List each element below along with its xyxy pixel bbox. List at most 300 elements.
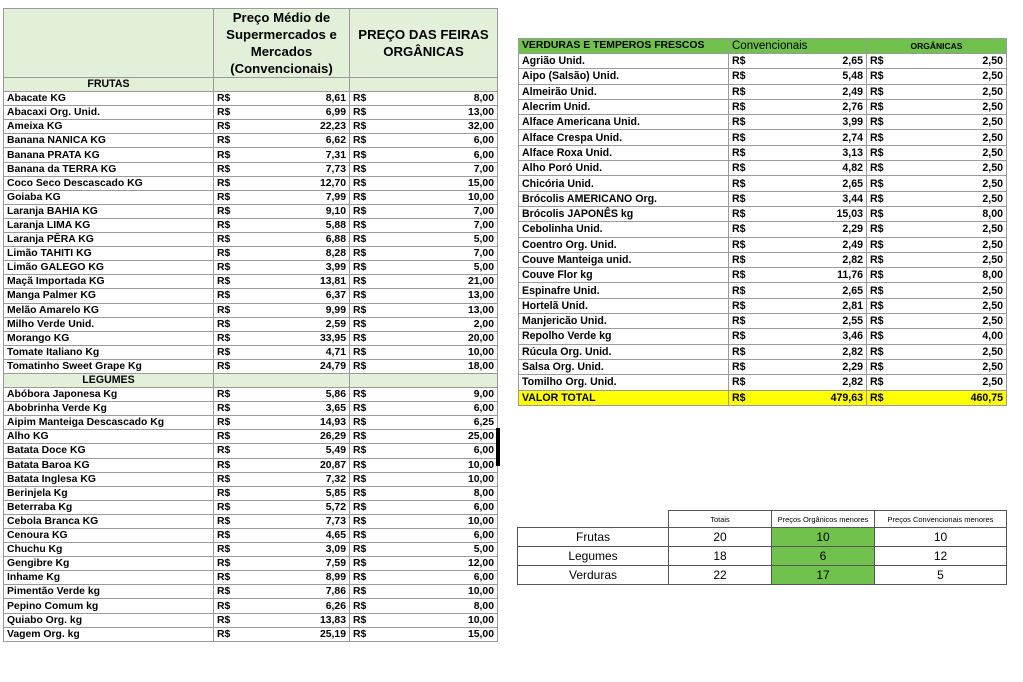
organic-price: 13,00 bbox=[382, 289, 498, 303]
total-organic: 460,75 bbox=[897, 390, 1007, 405]
currency-symbol: R$ bbox=[729, 390, 759, 405]
currency-symbol: R$ bbox=[214, 134, 246, 148]
currency-symbol: R$ bbox=[350, 402, 382, 416]
conventional-price: 5,72 bbox=[246, 500, 350, 514]
header-convencional: Preço Médio de Supermercados e Mercados (Convencionais) bbox=[214, 9, 350, 78]
currency-symbol: R$ bbox=[867, 252, 897, 267]
currency-symbol: R$ bbox=[729, 344, 759, 359]
organic-price: 2,50 bbox=[897, 252, 1007, 267]
currency-symbol: R$ bbox=[350, 529, 382, 543]
currency-symbol: R$ bbox=[729, 314, 759, 329]
summary-total: 20 bbox=[669, 528, 772, 547]
conventional-price: 2,29 bbox=[759, 359, 867, 374]
currency-symbol: R$ bbox=[214, 303, 246, 317]
currency-symbol: R$ bbox=[350, 134, 382, 148]
currency-symbol: R$ bbox=[350, 218, 382, 232]
section-filler bbox=[350, 78, 498, 92]
conventional-price: 22,23 bbox=[246, 120, 350, 134]
conventional-price: 24,79 bbox=[246, 359, 350, 373]
table-row bbox=[4, 359, 498, 373]
currency-symbol: R$ bbox=[350, 92, 382, 106]
currency-symbol: R$ bbox=[350, 416, 382, 430]
currency-symbol: R$ bbox=[867, 268, 897, 283]
table-row bbox=[4, 190, 498, 204]
conventional-price: 5,48 bbox=[759, 69, 867, 84]
table-row bbox=[4, 317, 498, 331]
item-name: Vagem Org. kg bbox=[4, 627, 214, 641]
organic-price: 10,00 bbox=[382, 585, 498, 599]
conventional-price: 3,09 bbox=[246, 543, 350, 557]
conventional-price: 2,74 bbox=[759, 130, 867, 145]
item-name: Abóbora Japonesa Kg bbox=[4, 388, 214, 402]
item-name: Cenoura KG bbox=[4, 529, 214, 543]
conventional-price: 3,99 bbox=[759, 115, 867, 130]
organic-price: 5,00 bbox=[382, 543, 498, 557]
table-row bbox=[4, 345, 498, 359]
section-filler bbox=[350, 373, 498, 387]
conventional-price: 2,82 bbox=[759, 344, 867, 359]
item-name: Abobrinha Verde Kg bbox=[4, 402, 214, 416]
organic-price: 2,50 bbox=[897, 99, 1007, 114]
table-row bbox=[4, 218, 498, 232]
conventional-price: 2,81 bbox=[759, 298, 867, 313]
summary-total: 18 bbox=[669, 547, 772, 566]
currency-symbol: R$ bbox=[867, 375, 897, 390]
currency-symbol: R$ bbox=[350, 176, 382, 190]
item-name: Gengibre Kg bbox=[4, 557, 214, 571]
table-row bbox=[4, 486, 498, 500]
currency-symbol: R$ bbox=[350, 486, 382, 500]
conventional-price: 7,73 bbox=[246, 514, 350, 528]
section-row bbox=[4, 78, 498, 92]
conventional-price: 33,95 bbox=[246, 331, 350, 345]
organic-price: 2,50 bbox=[897, 314, 1007, 329]
currency-symbol: R$ bbox=[867, 84, 897, 99]
currency-symbol: R$ bbox=[729, 54, 759, 69]
currency-symbol: R$ bbox=[350, 472, 382, 486]
conventional-price: 4,82 bbox=[759, 161, 867, 176]
total-label: VALOR TOTAL bbox=[519, 390, 729, 405]
currency-symbol: R$ bbox=[350, 627, 382, 641]
currency-symbol: R$ bbox=[350, 247, 382, 261]
summary-header-totais: Totais bbox=[669, 511, 772, 528]
table-row bbox=[519, 329, 1007, 344]
greens-herbs-price-table bbox=[518, 38, 1007, 406]
item-name: Aipo (Salsão) Unid. bbox=[519, 69, 729, 84]
currency-symbol: R$ bbox=[350, 543, 382, 557]
item-name: Coco Seco Descascado KG bbox=[4, 176, 214, 190]
currency-symbol: R$ bbox=[214, 613, 246, 627]
currency-symbol: R$ bbox=[350, 458, 382, 472]
organic-price: 13,00 bbox=[382, 303, 498, 317]
conventional-price: 11,76 bbox=[759, 268, 867, 283]
conventional-price: 13,81 bbox=[246, 275, 350, 289]
section-title: LEGUMES bbox=[4, 373, 214, 387]
summary-org-menor: 10 bbox=[772, 528, 875, 547]
currency-symbol: R$ bbox=[214, 289, 246, 303]
currency-symbol: R$ bbox=[350, 571, 382, 585]
item-name: Limão GALEGO KG bbox=[4, 261, 214, 275]
conventional-price: 8,28 bbox=[246, 247, 350, 261]
currency-symbol: R$ bbox=[350, 317, 382, 331]
currency-symbol: R$ bbox=[214, 317, 246, 331]
item-name: Batata Doce KG bbox=[4, 444, 214, 458]
currency-symbol: R$ bbox=[214, 500, 246, 514]
currency-symbol: R$ bbox=[867, 130, 897, 145]
item-name: Alface Roxa Unid. bbox=[519, 145, 729, 160]
conventional-price: 5,85 bbox=[246, 486, 350, 500]
conventional-price: 3,46 bbox=[759, 329, 867, 344]
table-row bbox=[519, 176, 1007, 191]
summary-row bbox=[518, 547, 1007, 566]
currency-symbol: R$ bbox=[214, 275, 246, 289]
currency-symbol: R$ bbox=[214, 162, 246, 176]
organic-price: 7,00 bbox=[382, 204, 498, 218]
organic-price: 2,50 bbox=[897, 54, 1007, 69]
conventional-price: 2,65 bbox=[759, 54, 867, 69]
summary-label: Frutas bbox=[518, 528, 669, 547]
currency-symbol: R$ bbox=[867, 314, 897, 329]
organic-price: 9,00 bbox=[382, 388, 498, 402]
item-name: Limão TAHITI KG bbox=[4, 247, 214, 261]
item-name: Morango KG bbox=[4, 331, 214, 345]
conventional-price: 3,13 bbox=[759, 145, 867, 160]
currency-symbol: R$ bbox=[214, 388, 246, 402]
organic-price: 10,00 bbox=[382, 345, 498, 359]
currency-symbol: R$ bbox=[729, 191, 759, 206]
currency-symbol: R$ bbox=[729, 206, 759, 221]
conventional-price: 5,88 bbox=[246, 218, 350, 232]
currency-symbol: R$ bbox=[214, 486, 246, 500]
conventional-price: 7,59 bbox=[246, 557, 350, 571]
conventional-price: 3,99 bbox=[246, 261, 350, 275]
summary-table bbox=[517, 510, 1007, 585]
currency-symbol: R$ bbox=[214, 190, 246, 204]
table-row bbox=[4, 303, 498, 317]
table-row bbox=[519, 206, 1007, 221]
table-row bbox=[519, 298, 1007, 313]
currency-symbol: R$ bbox=[729, 375, 759, 390]
table-row bbox=[4, 204, 498, 218]
organic-price: 18,00 bbox=[382, 359, 498, 373]
conventional-price: 7,31 bbox=[246, 148, 350, 162]
conventional-price: 3,65 bbox=[246, 402, 350, 416]
currency-symbol: R$ bbox=[214, 430, 246, 444]
table-row bbox=[519, 344, 1007, 359]
item-name: Salsa Org. Unid. bbox=[519, 359, 729, 374]
conventional-price: 2,49 bbox=[759, 84, 867, 99]
table-row bbox=[4, 458, 498, 472]
currency-symbol: R$ bbox=[214, 106, 246, 120]
item-name: Batata Baroa KG bbox=[4, 458, 214, 472]
currency-symbol: R$ bbox=[214, 557, 246, 571]
currency-symbol: R$ bbox=[214, 585, 246, 599]
organic-price: 10,00 bbox=[382, 472, 498, 486]
currency-symbol: R$ bbox=[350, 190, 382, 204]
organic-price: 6,00 bbox=[382, 402, 498, 416]
item-name: Inhame Kg bbox=[4, 571, 214, 585]
conventional-price: 26,29 bbox=[246, 430, 350, 444]
item-name: Goiaba KG bbox=[4, 190, 214, 204]
conventional-price: 6,62 bbox=[246, 134, 350, 148]
total-conventional: 479,63 bbox=[759, 390, 867, 405]
table-row bbox=[4, 261, 498, 275]
item-name: Tomate Italiano Kg bbox=[4, 345, 214, 359]
summary-org-menor: 17 bbox=[772, 566, 875, 585]
table-row bbox=[4, 557, 498, 571]
item-name: Alecrim Unid. bbox=[519, 99, 729, 114]
conventional-price: 2,65 bbox=[759, 283, 867, 298]
summary-conv-menor: 12 bbox=[875, 547, 1007, 566]
summary-conv-menor: 5 bbox=[875, 566, 1007, 585]
table-row bbox=[4, 529, 498, 543]
table-row bbox=[4, 106, 498, 120]
currency-symbol: R$ bbox=[867, 99, 897, 114]
total-row bbox=[519, 390, 1007, 405]
table-row bbox=[519, 84, 1007, 99]
table-row bbox=[4, 416, 498, 430]
organic-price: 6,00 bbox=[382, 148, 498, 162]
currency-symbol: R$ bbox=[867, 206, 897, 221]
organic-price: 4,00 bbox=[897, 329, 1007, 344]
table-row bbox=[519, 69, 1007, 84]
currency-symbol: R$ bbox=[729, 176, 759, 191]
table-row bbox=[4, 176, 498, 190]
currency-symbol: R$ bbox=[214, 529, 246, 543]
currency-symbol: R$ bbox=[350, 204, 382, 218]
currency-symbol: R$ bbox=[867, 145, 897, 160]
organic-price: 10,00 bbox=[382, 458, 498, 472]
item-name: Banana PRATA KG bbox=[4, 148, 214, 162]
item-name: Pepino Comum kg bbox=[4, 599, 214, 613]
item-name: Chicória Unid. bbox=[519, 176, 729, 191]
section-title: FRUTAS bbox=[4, 78, 214, 92]
item-name: Coentro Org. Unid. bbox=[519, 237, 729, 252]
table-row bbox=[519, 145, 1007, 160]
currency-symbol: R$ bbox=[214, 120, 246, 134]
summary-blank-cell bbox=[518, 511, 669, 528]
summary-label: Legumes bbox=[518, 547, 669, 566]
table-row bbox=[519, 359, 1007, 374]
table-row bbox=[4, 430, 498, 444]
organic-price: 2,50 bbox=[897, 344, 1007, 359]
currency-symbol: R$ bbox=[867, 390, 897, 405]
organic-price: 2,50 bbox=[897, 84, 1007, 99]
currency-symbol: R$ bbox=[350, 345, 382, 359]
table-row bbox=[4, 331, 498, 345]
table-row bbox=[519, 99, 1007, 114]
currency-symbol: R$ bbox=[350, 303, 382, 317]
currency-symbol: R$ bbox=[729, 222, 759, 237]
header-verduras: VERDURAS E TEMPEROS FRESCOS bbox=[519, 39, 729, 54]
organic-price: 8,00 bbox=[382, 486, 498, 500]
organic-price: 2,50 bbox=[897, 145, 1007, 160]
currency-symbol: R$ bbox=[214, 148, 246, 162]
header-convencionais: Convencionais bbox=[729, 39, 867, 54]
item-name: Alho Poró Unid. bbox=[519, 161, 729, 176]
organic-price: 6,00 bbox=[382, 444, 498, 458]
currency-symbol: R$ bbox=[350, 275, 382, 289]
conventional-price: 6,88 bbox=[246, 233, 350, 247]
item-name: Aipim Manteiga Descascado Kg bbox=[4, 416, 214, 430]
organic-price: 5,00 bbox=[382, 233, 498, 247]
currency-symbol: R$ bbox=[350, 613, 382, 627]
currency-symbol: R$ bbox=[867, 298, 897, 313]
item-name: Repolho Verde kg bbox=[519, 329, 729, 344]
organic-price: 32,00 bbox=[382, 120, 498, 134]
conventional-price: 5,49 bbox=[246, 444, 350, 458]
summary-row bbox=[518, 528, 1007, 547]
organic-price: 13,00 bbox=[382, 106, 498, 120]
table-row bbox=[519, 252, 1007, 267]
currency-symbol: R$ bbox=[867, 54, 897, 69]
organic-price: 6,00 bbox=[382, 134, 498, 148]
table-row bbox=[4, 500, 498, 514]
item-name: Chuchu Kg bbox=[4, 543, 214, 557]
currency-symbol: R$ bbox=[729, 329, 759, 344]
currency-symbol: R$ bbox=[214, 627, 246, 641]
organic-price: 7,00 bbox=[382, 162, 498, 176]
organic-price: 7,00 bbox=[382, 247, 498, 261]
conventional-price: 13,83 bbox=[246, 613, 350, 627]
table-row bbox=[519, 283, 1007, 298]
conventional-price: 7,32 bbox=[246, 472, 350, 486]
conventional-price: 3,44 bbox=[759, 191, 867, 206]
organic-price: 2,50 bbox=[897, 237, 1007, 252]
conventional-price: 5,86 bbox=[246, 388, 350, 402]
currency-symbol: R$ bbox=[729, 99, 759, 114]
table-row bbox=[4, 134, 498, 148]
conventional-price: 7,99 bbox=[246, 190, 350, 204]
conventional-price: 4,71 bbox=[246, 345, 350, 359]
currency-symbol: R$ bbox=[350, 359, 382, 373]
organic-price: 7,00 bbox=[382, 218, 498, 232]
header-organico: PREÇO DAS FEIRAS ORGÂNICAS bbox=[350, 9, 498, 78]
currency-symbol: R$ bbox=[350, 514, 382, 528]
organic-price: 2,50 bbox=[897, 359, 1007, 374]
currency-symbol: R$ bbox=[867, 222, 897, 237]
organic-price: 2,50 bbox=[897, 115, 1007, 130]
item-name: Laranja BAHIA KG bbox=[4, 204, 214, 218]
item-name: Banana da TERRA KG bbox=[4, 162, 214, 176]
currency-symbol: R$ bbox=[350, 388, 382, 402]
table-row bbox=[519, 161, 1007, 176]
organic-price: 6,00 bbox=[382, 529, 498, 543]
currency-symbol: R$ bbox=[729, 252, 759, 267]
conventional-price: 2,59 bbox=[246, 317, 350, 331]
summary-conv-menor: 10 bbox=[875, 528, 1007, 547]
currency-symbol: R$ bbox=[350, 289, 382, 303]
item-name: Tomatinho Sweet Grape Kg bbox=[4, 359, 214, 373]
table-row bbox=[4, 472, 498, 486]
currency-symbol: R$ bbox=[867, 344, 897, 359]
currency-symbol: R$ bbox=[214, 444, 246, 458]
organic-price: 6,25 bbox=[382, 416, 498, 430]
header-organicas: ORGÂNICAS bbox=[867, 39, 1007, 54]
item-name: Couve Manteiga unid. bbox=[519, 252, 729, 267]
organic-price: 6,00 bbox=[382, 500, 498, 514]
currency-symbol: R$ bbox=[350, 557, 382, 571]
currency-symbol: R$ bbox=[350, 331, 382, 345]
currency-symbol: R$ bbox=[214, 514, 246, 528]
item-name: Maçã Importada KG bbox=[4, 275, 214, 289]
item-name: Quiabo Org. kg bbox=[4, 613, 214, 627]
currency-symbol: R$ bbox=[867, 115, 897, 130]
currency-symbol: R$ bbox=[350, 148, 382, 162]
conventional-price: 2,49 bbox=[759, 237, 867, 252]
currency-symbol: R$ bbox=[350, 444, 382, 458]
organic-price: 2,50 bbox=[897, 375, 1007, 390]
summary-header-row bbox=[518, 511, 1007, 528]
organic-price: 2,50 bbox=[897, 298, 1007, 313]
summary-total: 22 bbox=[669, 566, 772, 585]
currency-symbol: R$ bbox=[729, 115, 759, 130]
conventional-price: 2,65 bbox=[759, 176, 867, 191]
conventional-price: 2,82 bbox=[759, 252, 867, 267]
item-name: Almeirão Unid. bbox=[519, 84, 729, 99]
organic-price: 2,50 bbox=[897, 176, 1007, 191]
table-row bbox=[4, 148, 498, 162]
table-row bbox=[4, 571, 498, 585]
section-row bbox=[4, 373, 498, 387]
currency-symbol: R$ bbox=[214, 571, 246, 585]
organic-price: 6,00 bbox=[382, 571, 498, 585]
currency-symbol: R$ bbox=[350, 585, 382, 599]
summary-header-conv-menores: Preços Convencionais menores bbox=[875, 511, 1007, 528]
table-row bbox=[4, 162, 498, 176]
table-row bbox=[4, 275, 498, 289]
organic-price: 2,50 bbox=[897, 130, 1007, 145]
currency-symbol: R$ bbox=[729, 359, 759, 374]
conventional-price: 6,99 bbox=[246, 106, 350, 120]
currency-symbol: R$ bbox=[214, 233, 246, 247]
currency-symbol: R$ bbox=[350, 500, 382, 514]
summary-label: Verduras bbox=[518, 566, 669, 585]
organic-price: 8,00 bbox=[382, 92, 498, 106]
table-row bbox=[519, 314, 1007, 329]
item-name: Cebolinha Unid. bbox=[519, 222, 729, 237]
conventional-price: 20,87 bbox=[246, 458, 350, 472]
table-row bbox=[519, 268, 1007, 283]
currency-symbol: R$ bbox=[350, 430, 382, 444]
organic-price: 2,50 bbox=[897, 222, 1007, 237]
conventional-price: 14,93 bbox=[246, 416, 350, 430]
currency-symbol: R$ bbox=[867, 176, 897, 191]
table-row bbox=[4, 585, 498, 599]
currency-symbol: R$ bbox=[729, 69, 759, 84]
conventional-price: 25,19 bbox=[246, 627, 350, 641]
table-row bbox=[4, 289, 498, 303]
item-name: Batata Inglesa KG bbox=[4, 472, 214, 486]
item-name: Agrião Unid. bbox=[519, 54, 729, 69]
item-name: Manga Palmer KG bbox=[4, 289, 214, 303]
right-table-header bbox=[519, 39, 1007, 54]
conventional-price: 7,86 bbox=[246, 585, 350, 599]
item-name: Pimentão Verde kg bbox=[4, 585, 214, 599]
currency-symbol: R$ bbox=[350, 120, 382, 134]
currency-symbol: R$ bbox=[729, 161, 759, 176]
item-name: Ameixa KG bbox=[4, 120, 214, 134]
item-name: Laranja PÊRA KG bbox=[4, 233, 214, 247]
currency-symbol: R$ bbox=[350, 233, 382, 247]
currency-symbol: R$ bbox=[214, 92, 246, 106]
conventional-price: 6,26 bbox=[246, 599, 350, 613]
conventional-price: 12,70 bbox=[246, 176, 350, 190]
table-row bbox=[519, 130, 1007, 145]
table-row bbox=[4, 92, 498, 106]
currency-symbol: R$ bbox=[214, 543, 246, 557]
item-name: Abacate KG bbox=[4, 92, 214, 106]
